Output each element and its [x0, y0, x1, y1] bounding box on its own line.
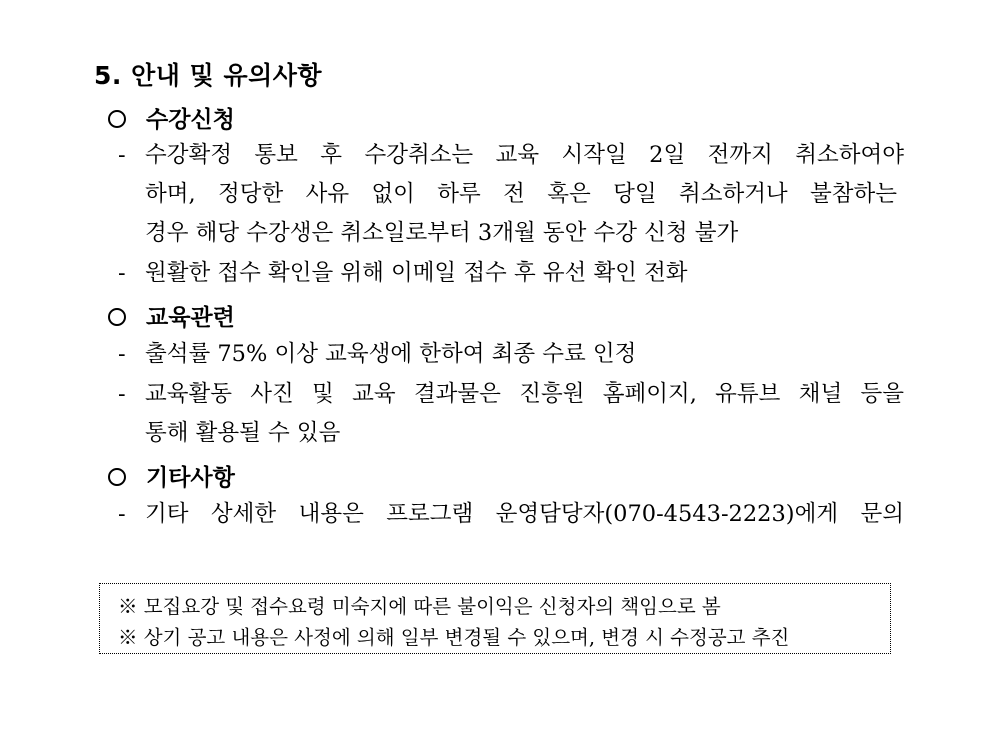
list-item-text: 수강확정 통보 후 수강취소는 교육 시작일 2일 전까지 취소하여야: [145, 142, 904, 168]
list-item: [118, 258, 904, 288]
subsection-title-text: 교육관련: [146, 305, 235, 331]
subsection-title-education: [108, 299, 235, 332]
list-item-text: 원활한 접수 확인을 위해 이메일 접수 후 유선 확인 전화: [145, 260, 688, 286]
section-heading: 5. 안내 및 유의사항: [94, 61, 323, 90]
dash-bullet: -: [118, 142, 126, 168]
list-item-continuation: 통해 활용될 수 있음: [145, 420, 341, 446]
list-item-text: 출석률 75% 이상 교육생에 한하여 최종 수료 인정: [145, 341, 637, 367]
circle-bullet-icon: [108, 308, 126, 326]
notice-box: [99, 583, 891, 654]
circle-bullet-icon: [108, 110, 126, 128]
dash-bullet: -: [118, 341, 126, 367]
dash-bullet: -: [118, 501, 126, 527]
subsection-title-others: [108, 459, 235, 492]
subsection-title-text: 수강신청: [146, 107, 235, 133]
subsection-title-text: 기타사항: [146, 465, 235, 491]
list-item-text: 기타 상세한 내용은 프로그램 운영담당자(070-4543-2223)에게 문의: [145, 501, 904, 527]
list-item: [118, 339, 904, 369]
list-item-text: 교육활동 사진 및 교육 결과물은 진흥원 홈페이지, 유튜브 채널 등을: [145, 381, 904, 407]
list-item-continuation: 경우 해당 수강생은 취소일로부터 3개월 동안 수강 신청 불가: [145, 220, 739, 246]
subsection-title-registration: [108, 101, 235, 134]
dash-bullet: -: [118, 260, 126, 286]
notice-line: ※ 상기 공고 내용은 사정에 의해 일부 변경될 수 있으며, 변경 시 수정공고 추진: [118, 626, 790, 649]
list-item: [118, 140, 904, 170]
list-item-continuation: 하며, 정당한 사유 없이 하루 전 혹은 당일 취소하거나 불참하는: [145, 181, 897, 207]
circle-bullet-icon: [108, 468, 126, 486]
list-item: [118, 379, 904, 409]
notice-line: ※ 모집요강 및 접수요령 미숙지에 따른 불이익은 신청자의 책임으로 봄: [118, 595, 721, 618]
dash-bullet: -: [118, 381, 126, 407]
list-item: [118, 499, 904, 529]
